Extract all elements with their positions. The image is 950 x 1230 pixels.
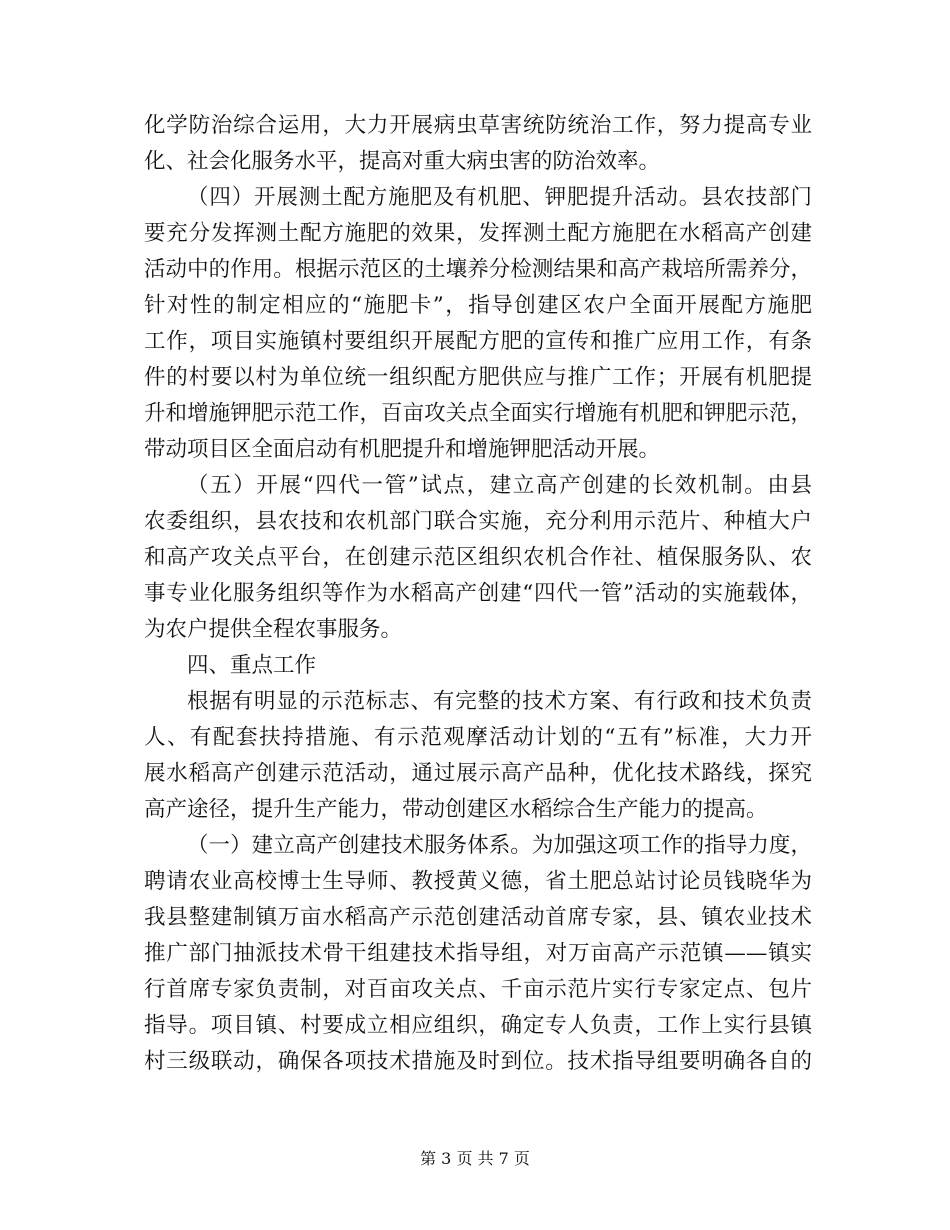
text-line: 升和增施钾肥示范工作，百亩攻关点全面实行增施有机肥和钾肥示范， [144,401,812,426]
text-line: 人、有配套扶持措施、有示范观摩活动计划的“五有”标准，大力开 [144,725,812,750]
document-body [144,108,812,1080]
text-line: 要充分发挥测土配方施肥的效果，发挥测土配方施肥在水稻高产创建 [144,221,812,246]
text-line: 工作，项目实施镇村要组织开展配方肥的宣传和推广应用工作，有条 [144,329,812,354]
text-line: 聘请农业高校博士生导师、教授黄义德，省土肥总站讨论员钱晓华为 [144,869,812,894]
current-page-number: 3 [441,1149,452,1168]
text-line: 件的村要以村为单位统一组织配方肥供应与推广工作；开展有机肥提 [144,365,812,390]
text-line: 根据有明显的示范标志、有完整的技术方案、有行政和技术负责 [187,689,812,714]
text-line: 事专业化服务组织等作为水稻高产创建“四代一管”活动的实施载体， [144,581,812,606]
text-line: 推广部门抽派技术骨干组建技术指导组，对万亩高产示范镇——镇实 [144,941,812,966]
text-line: 活动中的作用。根据示范区的土壤养分检测结果和高产栽培所需养分， [144,257,812,282]
section-heading-line: （四）开展测土配方施肥及有机肥、钾肥提升活动。县农技部门 [187,185,812,210]
text-line: 为农户提供全程农事服务。 [144,617,403,642]
text-line: 化、社会化服务水平，提高对重大病虫害的防治效率。 [144,149,661,174]
text-line: 和高产攻关点平台，在创建示范区组织农机合作社、植保服务队、农 [144,545,812,570]
section-title: 四、重点工作 [187,653,317,678]
text-line: 指导。项目镇、村要成立相应组织，确定专人负责，工作上实行县镇 [144,1013,812,1038]
footer-middle: 页 共 [456,1149,494,1168]
total-page-count: 7 [498,1149,509,1168]
text-line: 高产途径，提升生产能力，带动创建区水稻综合生产能力的提高。 [144,797,768,822]
text-line: 村三级联动，确保各项技术措施及时到位。技术指导组要明确各自的 [144,1049,812,1074]
section-heading-line: （五）开展“四代一管”试点，建立高产创建的长效机制。由县 [187,473,812,498]
footer-suffix: 页 [513,1149,530,1168]
footer-prefix: 第 [420,1149,437,1168]
text-line: 化学防治综合运用，大力开展病虫草害统防统治工作，努力提高专业 [144,113,812,138]
section-heading-line: （一）建立高产创建技术服务体系。为加强这项工作的指导力度， [187,833,812,858]
text-line: 行首席专家负责制，对百亩攻关点、千亩示范片实行专家定点、包片 [144,977,812,1002]
text-line: 带动项目区全面启动有机肥提升和增施钾肥活动开展。 [144,437,661,462]
text-line: 展水稻高产创建示范活动，通过展示高产品种，优化技术路线，探究 [144,761,812,786]
page-footer [0,1147,950,1171]
text-line: 针对性的制定相应的“施肥卡”，指导创建区农户全面开展配方施肥 [144,293,812,318]
text-line: 农委组织，县农技和农机部门联合实施，充分利用示范片、种植大户 [144,509,812,534]
text-line: 我县整建制镇万亩水稻高产示范创建活动首席专家，县、镇农业技术 [144,905,812,930]
